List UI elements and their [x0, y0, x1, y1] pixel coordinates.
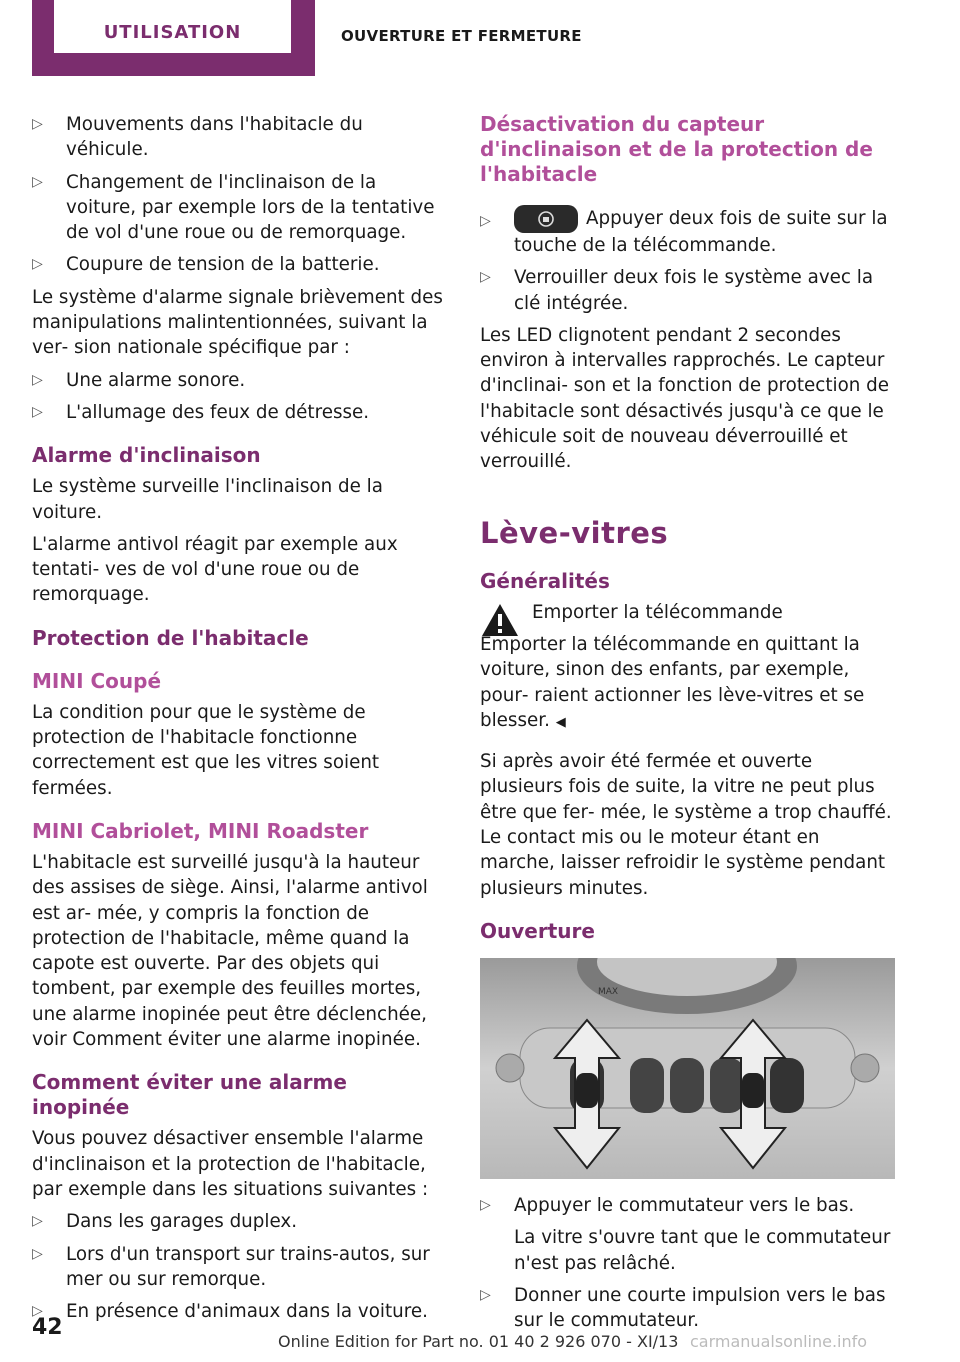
bullet-icon: ▷: [480, 213, 491, 229]
heading-coupe: MINI Coupé: [32, 668, 162, 693]
paragraph: Le système surveille l'inclinaison de la voiture.: [32, 476, 383, 523]
paragraph: L'habitacle est surveillé jusqu'à la hauteur des assises de siège. Ainsi, l'alarme antivol est ar‐ mée, y compris la fonction de protection de l'habitacle, même quand la capote est ouverte. Par des objets qui tombent, par exemple des feuilles mortes, une alarme inopinée peut être déclenchée, voir Comment éviter une alarme inopinée.: [32, 851, 428, 1051]
chapter-tab-inner: [54, 0, 291, 53]
warning-body: Emporter la télécommande en quittant la voiture, sinon des enfants, par exemple, pour‐ raient actionner les lève-vitres et se blesser. ◀: [480, 633, 865, 731]
bullet-icon: ▷: [480, 1196, 491, 1213]
page-number: 42: [32, 1315, 63, 1340]
chapter-tab: [32, 0, 315, 76]
paragraph: Si après avoir été fermée et ouverte plusieurs fois de suite, la vitre ne peut plus être que fer‐ mée, le système a trop chauffé. Le contact mis ou le moteur étant en marche, laisser refroidir le système pendant plusieurs minutes.: [480, 751, 892, 899]
list-item: ▷ Changement de l'inclinaison de la voiture, par exemple lors de la tentative de vol d'une roue ou de remorquage.: [32, 171, 435, 244]
heading-eviter: Comment éviter une alarme inopinée: [32, 1070, 347, 1120]
heading-protection: Protection de l'habitacle: [32, 625, 309, 650]
right-column: [480, 112, 898, 1340]
paragraph: La vitre s'ouvre tant que le commutateur n'est pas relâché.: [514, 1227, 891, 1274]
list-item: ▷ Une alarme sonore.: [32, 368, 450, 393]
warning-title: Emporter la télécommande: [532, 601, 783, 623]
list-item: ▷ Verrouiller deux fois le système avec la clé intégrée.: [480, 267, 874, 314]
paragraph: Vous pouvez désactiver ensemble l'alarme d'inclinaison et la protection de l'habitacle, par exemple dans les situations suivantes :: [32, 1128, 429, 1200]
bullet-icon: ▷: [32, 403, 43, 420]
list-item: ▷ Lors d'un transport sur trains-autos, sur mer ou sur remorque.: [32, 1243, 430, 1290]
svg-text:MAX: MAX: [598, 986, 619, 997]
list-item: ▷ En présence d'animaux dans la voiture.: [32, 1299, 450, 1324]
bullet-icon: ▷: [32, 116, 43, 132]
window-switch-photo: [480, 958, 895, 1179]
list-item: ▷ Donner une courte impulsion vers le bas sur le commutateur.: [480, 1284, 886, 1332]
section-title: OUVERTURE ET FERMETURE: [341, 27, 582, 45]
bullet-icon: ▷: [32, 1213, 43, 1230]
remote-lock-button-icon: [514, 205, 578, 233]
heading-desactivation: Désactivation du capteur d'inclinaison et de la protection de l'habitacle: [480, 112, 873, 186]
paragraph: Les LED clignotent pendant 2 secondes environ à intervalles rapprochés. Le capteur d'inclinai‐ son et la fonction de protection de l'habitacle sont désactivés jusqu'à ce que le véhicule soit de nouveau déverrouillé et verrouillé.: [480, 324, 890, 473]
heading-ouverture: Ouverture: [480, 918, 595, 943]
heading-alarme: Alarme d'inclinaison: [32, 443, 261, 468]
bullet-icon: ▷: [32, 371, 43, 388]
bullet-icon: ▷: [32, 1245, 43, 1262]
paragraph: L'alarme antivol réagit par exemple aux tentati‐ ves de vol d'une roue ou de remorquage.: [32, 533, 398, 606]
watermark: carmanualsonline.info: [690, 1332, 868, 1351]
list-item: ▷ Coupure de tension de la batterie.: [32, 252, 450, 277]
bullet-icon: ▷: [32, 256, 43, 273]
list-item: ▷ Mouvements dans l'habitacle du véhicule.: [32, 114, 363, 161]
warning-block: [480, 600, 898, 735]
bullet-icon: ▷: [480, 269, 491, 286]
bullet-icon: ▷: [480, 1286, 491, 1303]
left-column: [32, 112, 450, 1331]
heading-generalites: Généralités: [480, 568, 610, 593]
list-item: ▷ Dans les garages duplex.: [32, 1209, 450, 1234]
list-item: ▷ Appuyer le commutateur vers le bas.: [480, 1193, 898, 1218]
heading-cabriolet: MINI Cabriolet, MINI Roadster: [32, 818, 369, 843]
paragraph: Le système d'alarme signale brièvement des manipulations malintentionnées, suivant la ver‐ sion nationale spécifique par :: [32, 286, 443, 359]
list-item: ▷ L'allumage des feux de détresse.: [32, 400, 450, 425]
footer-edition: Online Edition for Part no. 01 40 2 926 070 - XI/13: [278, 1332, 679, 1351]
bullet-icon: ▷: [32, 1303, 43, 1320]
paragraph: La condition pour que le système de protection de l'habitacle fonctionne correctement est que les vitres soient fermées.: [32, 701, 380, 799]
end-marker-icon: ◀: [555, 714, 566, 730]
heading-leve-vitres: Lève-vitres: [480, 515, 669, 550]
bullet-icon: ▷: [32, 173, 43, 190]
list-item: ▷ Appuyer deux fois de suite sur la touche de la télécommande.: [480, 205, 898, 258]
chapter-tab-label: UTILISATION: [103, 22, 242, 43]
